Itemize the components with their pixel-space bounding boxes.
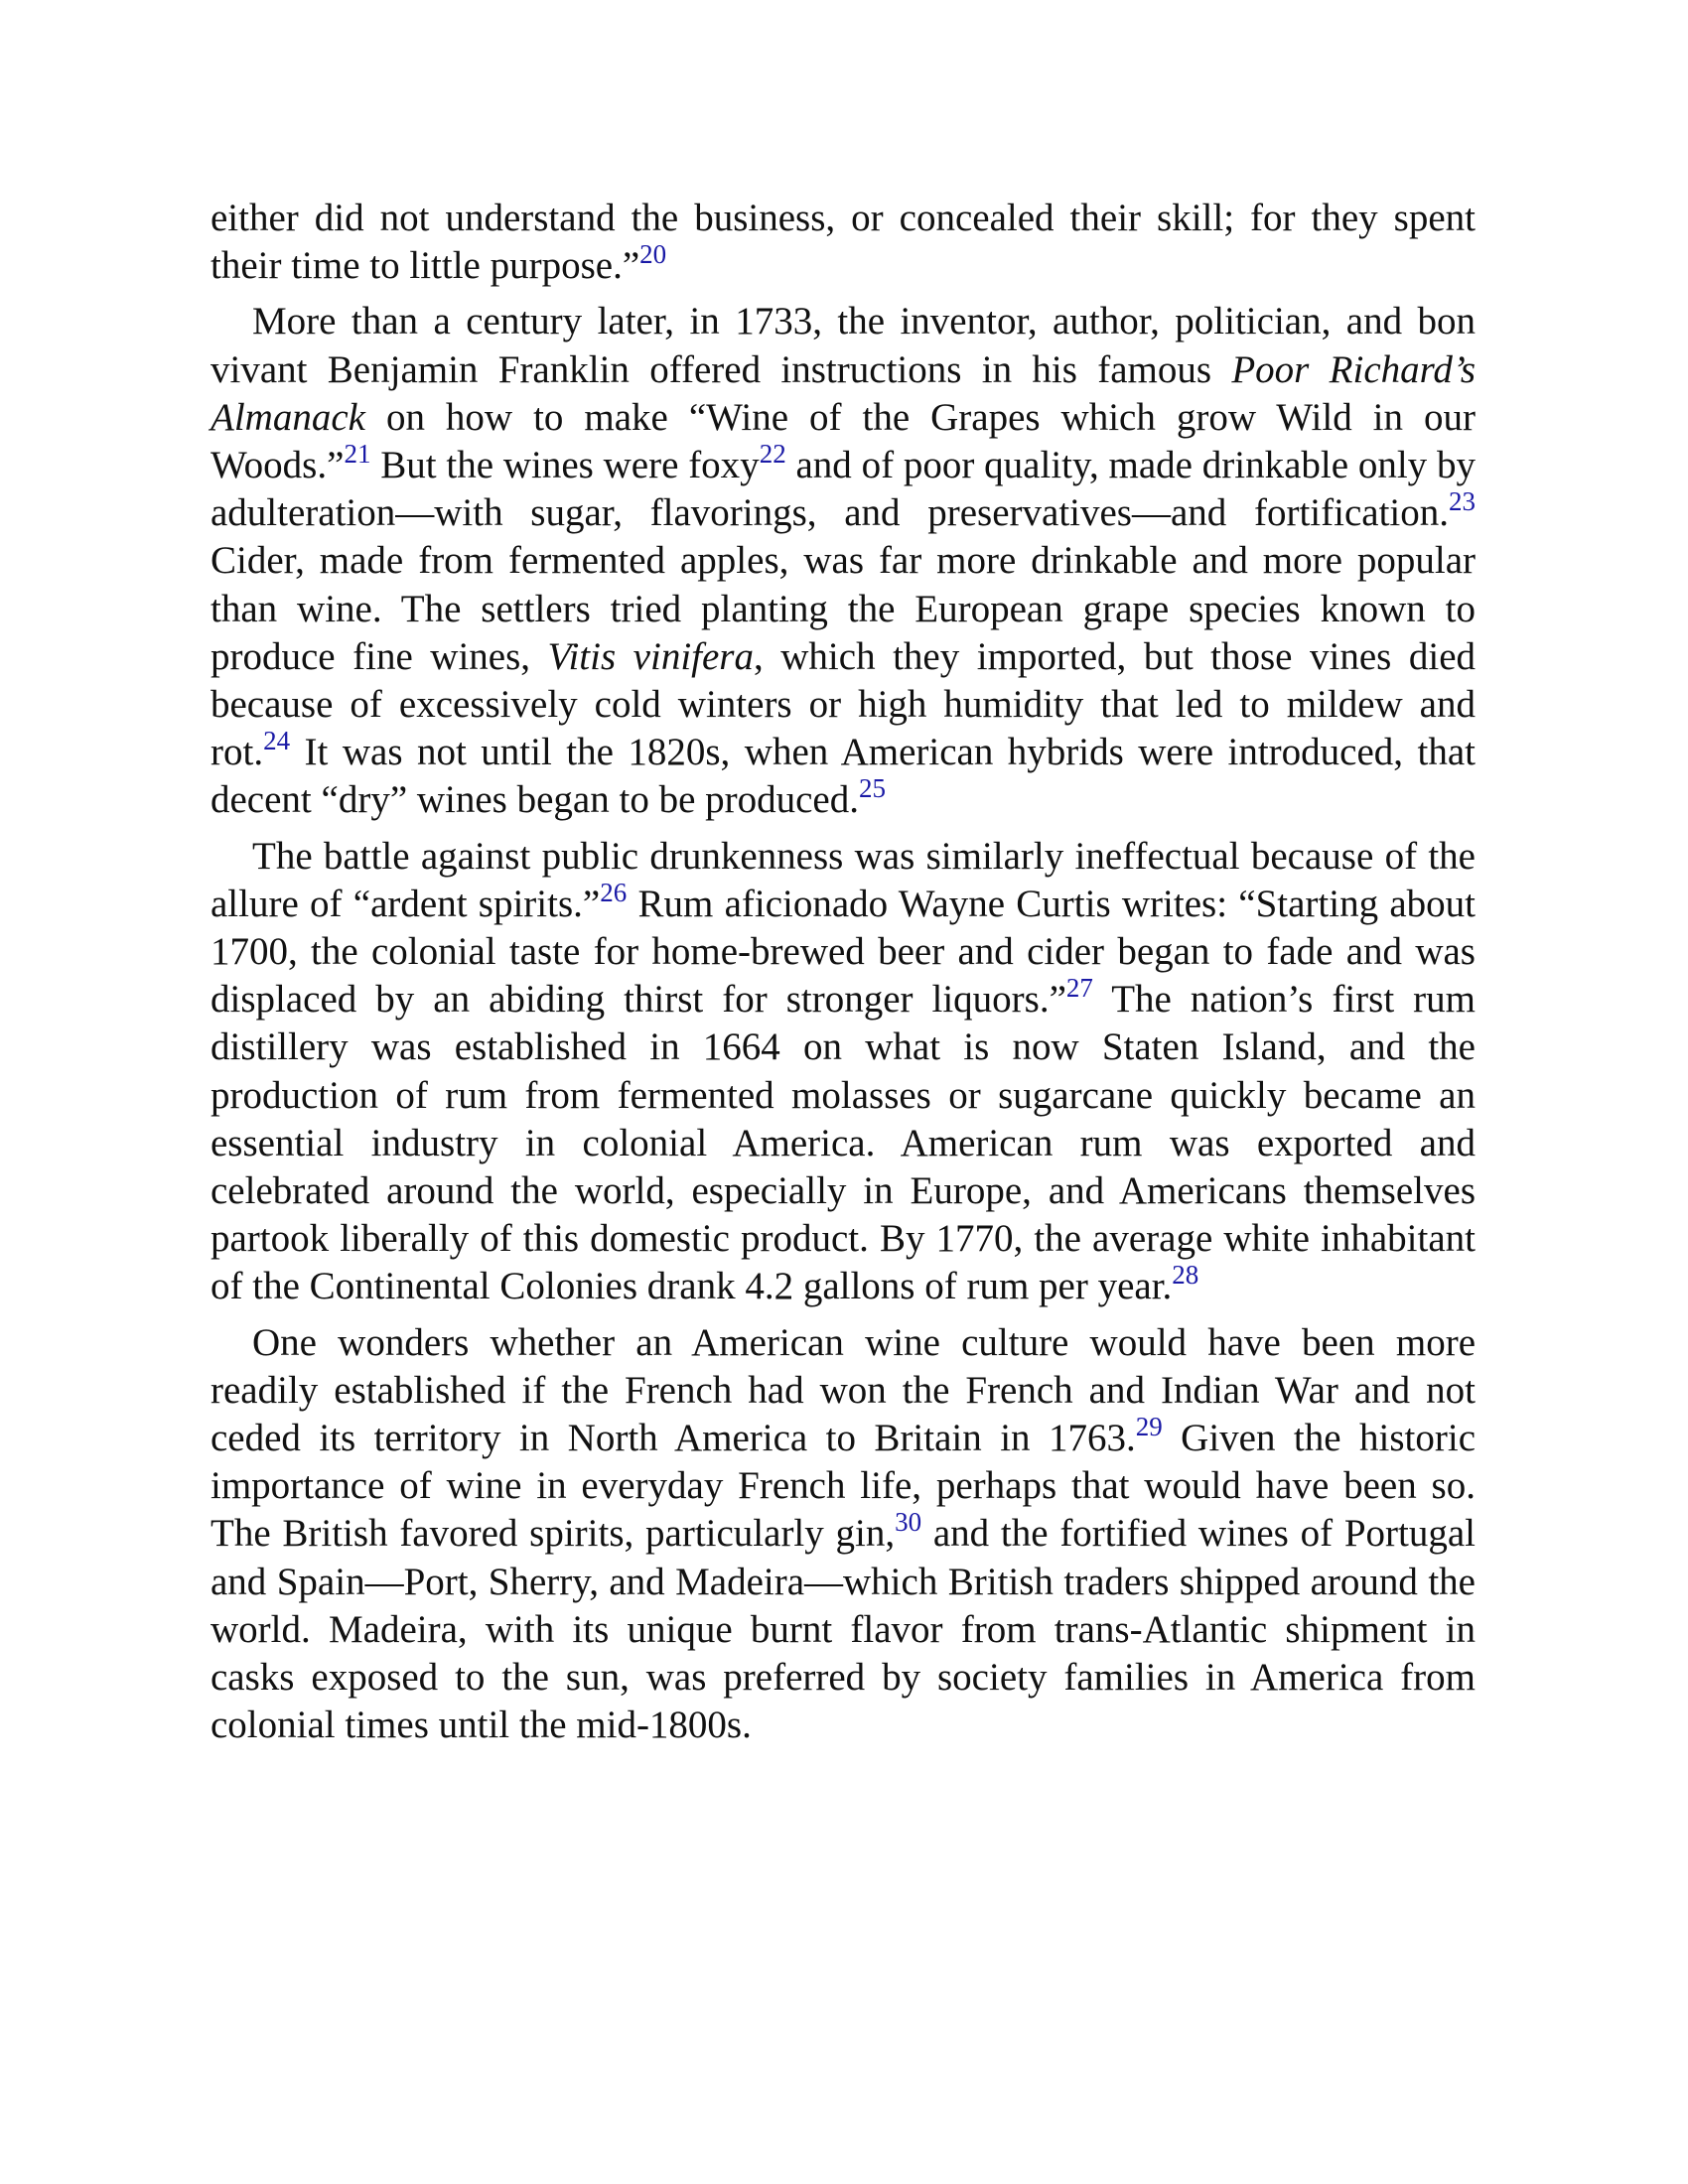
species-name: Vitis vinifera bbox=[547, 634, 754, 678]
text-span: and of poor quality, made drinkable only by adulteration—with sugar, flavorings, and preservatives—and fortification. bbox=[211, 444, 1476, 535]
footnote-link-25[interactable]: 25 bbox=[858, 773, 886, 804]
text-span: on how to make “Wine of the Grapes which grow Wild in our Woods.” bbox=[211, 395, 1476, 487]
footnote-link-23[interactable]: 23 bbox=[1449, 486, 1476, 517]
text-span: and the fortified wines of Portugal and Spain—Port, Sherry, and Madeira—which British traders shipped around the world. Madeira, with its unique burnt flavor from trans-Atlantic shipment in casks exposed to the sun, was preferred by society families in America from colonial times until the mid-1800s. bbox=[211, 1512, 1476, 1747]
text-span: The nation’s first rum distillery was established in 1664 on what is now Staten Island, and the production of rum from fermented molasses or sugarcane quickly became an essential industry in colonial America. American rum was exported and celebrated around the world, especially in Europe, and Americans themselves partook liberally of this domestic product. By 1770, the average white inhabitant of the Continental Colonies drank 4.2 gallons of rum per year. bbox=[211, 978, 1476, 1308]
paragraph-1 bbox=[211, 195, 1476, 290]
text-span: It was not until the 1820s, when American hybrids were introduced, that decent “dry” wines began to be produced. bbox=[211, 731, 1476, 822]
text-span: Cider, made from fermented apples, was far more drinkable and more popular than wine. The settlers tried planting the European grape species known to produce fine wines, bbox=[211, 539, 1476, 678]
text-span: One wonders whether an American wine culture would have been more readily established if the French had won the French and Indian War and not ceded its territory in North America to Britain in 1763. bbox=[211, 1320, 1476, 1460]
text-span: either did not understand the business, or concealed their skill; for they spent their time to little purpose.” bbox=[211, 197, 1476, 288]
text-span: Rum aficionado Wayne Curtis writes: “Starting about 1700, the colonial taste for home-brewed beer and cider began to fade and was displaced by an abiding thirst for stronger liquors.” bbox=[211, 882, 1476, 1022]
book-title: Poor Richard’s Almanack bbox=[211, 347, 1476, 439]
footnote-link-28[interactable]: 28 bbox=[1172, 1260, 1199, 1291]
footnote-link-20[interactable]: 20 bbox=[639, 239, 667, 270]
footnote-link-30[interactable]: 30 bbox=[895, 1507, 922, 1538]
text-span: The battle against public drunkenness was similarly ineffectual because of the allure of “ardent spirits.” bbox=[211, 834, 1476, 925]
footnote-link-29[interactable]: 29 bbox=[1135, 1412, 1163, 1442]
footnote-link-26[interactable]: 26 bbox=[600, 877, 628, 907]
text-span: But the wines were foxy bbox=[370, 444, 760, 487]
footnote-link-21[interactable]: 21 bbox=[344, 439, 371, 470]
text-span: More than a century later, in 1733, the inventor, author, politician, and bon vivant Benjamin Franklin offered instructions in his famous bbox=[211, 300, 1476, 391]
text-span: Given the historic importance of wine in everyday French life, perhaps that would have been so. The British favored spirits, particularly gin, bbox=[211, 1417, 1477, 1556]
page-body bbox=[211, 195, 1476, 1758]
paragraph-2 bbox=[211, 298, 1476, 824]
footnote-link-22[interactable]: 22 bbox=[759, 439, 786, 470]
paragraph-3 bbox=[211, 833, 1476, 1311]
footnote-link-27[interactable]: 27 bbox=[1065, 973, 1093, 1004]
footnote-link-24[interactable]: 24 bbox=[263, 726, 291, 756]
paragraph-4 bbox=[211, 1319, 1476, 1750]
text-span: , which they imported, but those vines died because of excessively cold winters or high humidity that led to mildew and rot. bbox=[211, 634, 1476, 774]
